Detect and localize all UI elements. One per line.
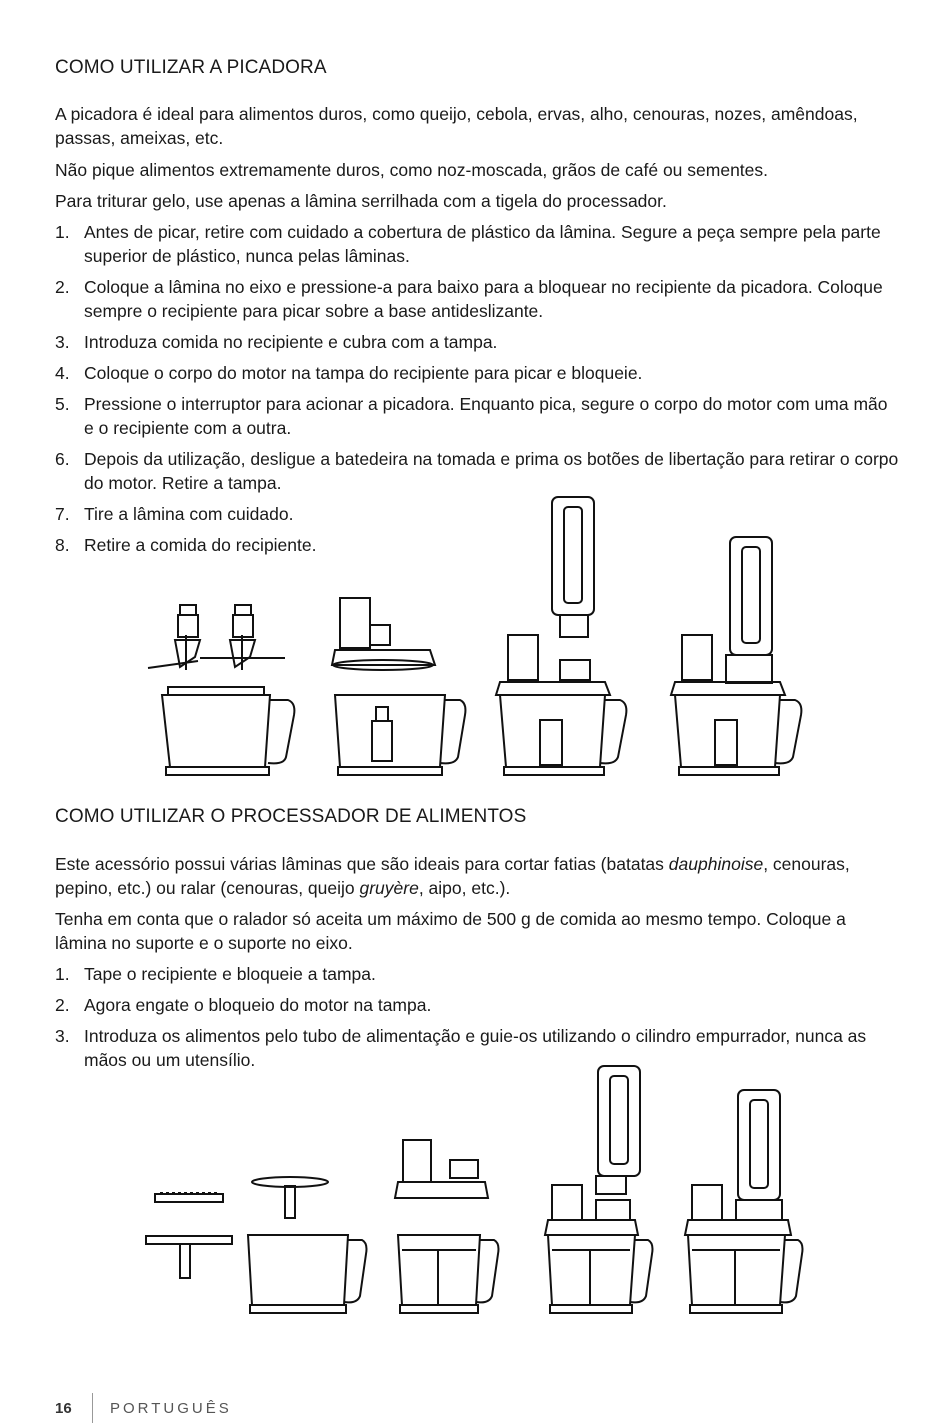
slicing-disc-illustration xyxy=(146,1193,232,1278)
processor-assembly-motor-above-illustration xyxy=(545,1066,653,1313)
processor-illustrations xyxy=(140,1060,820,1320)
processor-lid-on-bowl-illustration xyxy=(395,1140,499,1313)
chopper-lid-illustration xyxy=(332,598,435,670)
list-item: 8. Retire a comida do recipiente. xyxy=(55,535,317,555)
list-item: 3. Introduza comida no recipiente e cubra com a tampa. xyxy=(55,332,498,352)
list-item: 6. Depois da utilização, desligue a batedeira na tomada e prima os botões de libertação para retirar o corpo do motor. Retire a tampa. xyxy=(55,449,899,493)
list-item: 4. Coloque o corpo do motor na tampa do recipiente para picar e bloqueie. xyxy=(55,363,643,383)
list-item: 2. Coloque a lâmina no eixo e pressione-a para baixo para a bloquear no recipiente da picadora. Coloque sempre o recipiente para picar sobre a base antideslizante. xyxy=(55,277,883,321)
chopper-bowl-illustration xyxy=(162,687,294,775)
chopper-intro-paragraph: A picadora é ideal para alimentos duros, como queijo, cebola, ervas, alho, cenouras, nozes, amêndoas, passas, ameixas, etc. xyxy=(55,104,858,148)
chopper-blade-illustration xyxy=(148,605,285,670)
processor-intro-paragraph: Este acessório possui várias lâminas que são ideais para cortar fatias (batatas dauphinoise, cenouras, pepino, etc.) ou ralar (cenouras, queijo gruyère, aipo, etc.). xyxy=(55,854,850,898)
list-item: 1. Antes de picar, retire com cuidado a cobertura de plástico da lâmina. Segure a peça sempre pela parte superior de plástico, nunca pelas lâminas. xyxy=(55,222,881,266)
page-number: 16 xyxy=(55,1400,72,1417)
list-item: 1. Tape o recipiente e bloqueie a tampa. xyxy=(55,964,376,984)
list-item: 7. Tire a lâmina com cuidado. xyxy=(55,504,294,524)
processor-capacity-paragraph: Tenha em conta que o ralador só aceita um máximo de 500 g de comida ao mesmo tempo. Coloque a lâmina no suporte e o suporte no eixo. xyxy=(55,909,846,953)
list-item: 5. Pressione o interruptor para acionar a picadora. Enquanto pica, segure o corpo do motor com uma mão e o recipiente com a outra. xyxy=(55,394,888,438)
chopper-warning-paragraph: Não pique alimentos extremamente duros, como noz-moscada, grãos de café ou sementes. xyxy=(55,160,769,180)
disc-holder-bowl-illustration xyxy=(248,1177,367,1313)
section-title-food-processor: COMO UTILIZAR O PROCESSADOR DE ALIMENTOS xyxy=(55,806,527,827)
footer-language: PORTUGUÊS xyxy=(110,1400,232,1417)
list-item: 2. Agora engate o bloqueio do motor na tampa. xyxy=(55,995,432,1015)
chopper-bowl-with-blade-illustration xyxy=(335,695,465,775)
chopper-assembly-motor-above-illustration xyxy=(496,497,626,775)
chopper-ice-paragraph: Para triturar gelo, use apenas a lâmina serrilhada com a tigela do processador. xyxy=(55,191,667,211)
processor-assembly-motor-locked-illustration xyxy=(685,1090,803,1313)
chopper-illustrations xyxy=(140,495,820,785)
chopper-assembly-motor-locked-illustration xyxy=(671,537,801,775)
footer-divider xyxy=(92,1393,93,1423)
section-title-chopper: COMO UTILIZAR A PICADORA xyxy=(55,57,327,78)
list-item: 3. Introduza os alimentos pelo tubo de alimentação e guie-os utilizando o cilindro empurrador, nunca as mãos ou um utensílio. xyxy=(55,1026,867,1070)
